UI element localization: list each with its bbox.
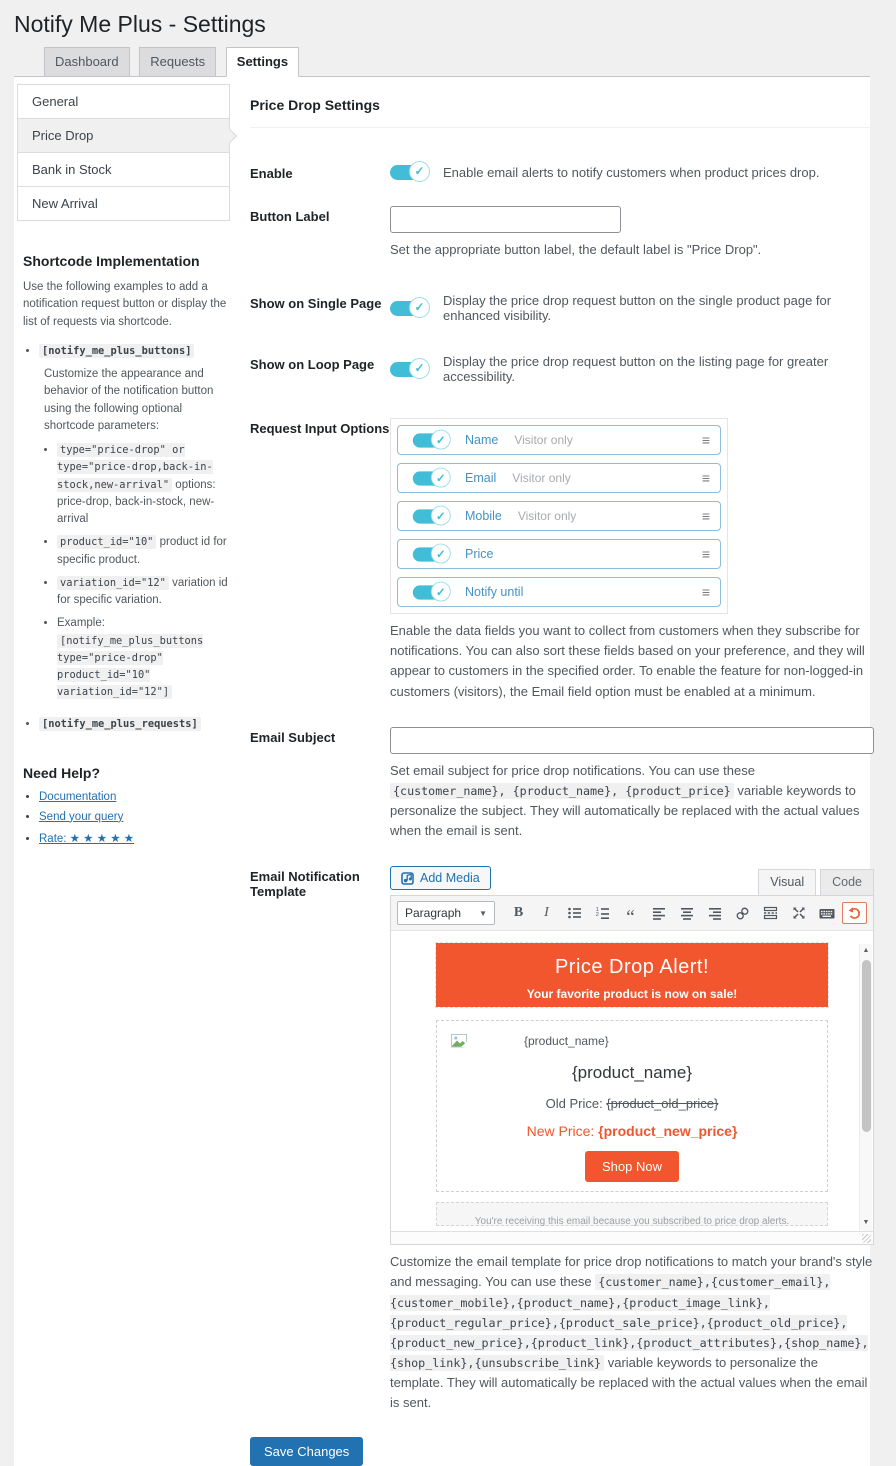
- shortcode-param-product-id: • product_id="10" product id for specific product.: [57, 534, 233, 569]
- shortcode-heading: Shortcode Implementation: [23, 253, 200, 269]
- check-icon: ✓: [409, 161, 430, 182]
- field-description: Display the price drop request button on the listing page for greater accessibility.: [443, 354, 829, 385]
- main-content: [250, 77, 884, 1466]
- email-product-image-alt: {product_name}: [524, 1034, 609, 1049]
- sortable-field-label: Name: [465, 433, 499, 448]
- drag-handle-icon[interactable]: ≡: [701, 432, 710, 449]
- email-old-price: Old Price: {product_old_price}: [545, 1096, 719, 1112]
- single-page-row: [250, 293, 874, 323]
- add-media-button[interactable]: [390, 866, 491, 890]
- align-left-icon[interactable]: [646, 902, 671, 924]
- sortable-field-note: Visitor only: [514, 433, 573, 448]
- email-template-preview: [436, 943, 828, 1226]
- editor-canvas[interactable]: [391, 943, 873, 1231]
- shortcode-intro: Use the following examples to add a notification request button or display the list of requests via shortcode.: [23, 281, 227, 328]
- svg-text:1: 1: [595, 907, 599, 914]
- fullscreen-icon[interactable]: [786, 902, 811, 924]
- check-icon: ✓: [431, 543, 451, 563]
- field-description: Set the appropriate button label, the default label is "Price Drop".: [390, 242, 762, 257]
- shortcode-buttons-code: [notify_me_plus_buttons]: [39, 344, 194, 358]
- editor-toolbar: [391, 896, 873, 931]
- field-label: Button Label: [250, 209, 330, 224]
- field-label: Show on Loop Page: [250, 357, 375, 373]
- tab-bar: [14, 47, 870, 77]
- sortable-field-note: Visitor only: [512, 471, 571, 486]
- svg-text:2: 2: [595, 912, 599, 919]
- align-center-icon[interactable]: [674, 902, 699, 924]
- undo-icon[interactable]: [842, 902, 867, 924]
- tab-visual[interactable]: Visual: [758, 869, 816, 895]
- sortable-field-label: Mobile: [465, 509, 502, 524]
- single-page-toggle[interactable]: [390, 300, 425, 316]
- link-send-query[interactable]: Send your query: [39, 810, 124, 823]
- sidebar-item-bank-in-stock[interactable]: [18, 153, 229, 187]
- broken-image-icon: [451, 1034, 468, 1048]
- chevron-down-icon: ▼: [479, 908, 487, 918]
- numbered-list-icon[interactable]: [590, 902, 615, 924]
- button-label-input[interactable]: [390, 206, 621, 233]
- check-icon: ✓: [409, 358, 430, 379]
- shortcode-buttons-desc: Customize the appearance and behavior of the notification button using the following optional shortcode parameters:: [44, 368, 214, 432]
- check-icon: ✓: [409, 297, 430, 318]
- media-icon: [401, 872, 415, 885]
- sortable-field-label: Notify until: [465, 585, 524, 600]
- email-banner-title: Price Drop Alert!: [554, 956, 710, 979]
- link-documentation[interactable]: Documentation: [39, 790, 117, 803]
- sidebar-item-price-drop[interactable]: [18, 119, 229, 153]
- settings-section-nav: [17, 84, 230, 221]
- sidebar-item-label: New Arrival: [32, 196, 98, 211]
- shortcode-param-example: • Example: [notify_me_plus_buttons type="price-drop" product_id="10" variation_id="12"]: [57, 615, 233, 701]
- email-body: [436, 1020, 828, 1192]
- field-label: Email Subject: [250, 729, 336, 745]
- field-description: Enable the data fields you want to collect from customers when they subscribe for notifications. You can also sort these fields based on your preference, and they will appear to customers in the specified order. To enable the feature for non-logged-in customers (visitors), the Email field option must be enabled at a minimum.: [390, 623, 865, 699]
- help-links: [23, 791, 233, 845]
- field-label: Enable: [250, 166, 293, 181]
- shortcode-requests-code: [notify_me_plus_requests]: [39, 717, 201, 731]
- editor-statusbar: [391, 1231, 873, 1244]
- scrollbar-thumb[interactable]: [862, 960, 871, 1132]
- field-description: Display the price drop request button on the single product page for enhanced visibility.: [443, 293, 832, 324]
- section-heading: Price Drop Settings: [250, 97, 380, 113]
- resize-grip[interactable]: [862, 1234, 871, 1243]
- email-subject-row: [250, 727, 874, 842]
- sortable-field-label: Email: [465, 471, 497, 486]
- heading-divider: [250, 127, 874, 128]
- shortcode-params-list: [44, 442, 233, 702]
- paragraph-select[interactable]: [397, 901, 495, 925]
- scroll-up-icon[interactable]: ▲: [862, 947, 870, 955]
- check-icon: ✓: [431, 581, 451, 601]
- field-label: Email Notification Template: [250, 869, 360, 900]
- sidebar: [14, 77, 250, 1466]
- sidebar-item-general[interactable]: [18, 85, 229, 119]
- loop-page-toggle[interactable]: [390, 361, 425, 377]
- email-subject-input[interactable]: [390, 727, 874, 754]
- check-icon: ✓: [431, 467, 451, 487]
- field-description: Enable email alerts to notify customers when product prices drop.: [443, 164, 820, 180]
- sortable-field-note: Visitor only: [517, 509, 577, 524]
- field-description: Set email subject for price drop notifications. You can use these {customer_name}, {product_name}, {product_price} variable keywords to personalize the subject. They will automatically be replaced with the actual values when the email is sent.: [390, 762, 860, 839]
- drag-handle-icon[interactable]: ≡: [701, 470, 710, 487]
- email-template-row: [250, 866, 874, 1413]
- align-right-icon[interactable]: [702, 902, 727, 924]
- bulleted-list-icon[interactable]: [562, 902, 587, 924]
- email-new-price: New Price: {product_new_price}: [526, 1123, 738, 1140]
- blockquote-icon[interactable]: “: [626, 906, 635, 928]
- scroll-down-icon[interactable]: ▼: [862, 1219, 870, 1227]
- tab-requests[interactable]: Requests: [139, 47, 216, 77]
- email-banner-subtitle: Your favorite product is now on sale!: [526, 987, 738, 1002]
- editor-mode-tabs: [754, 869, 874, 895]
- sortable-field-price[interactable]: [397, 539, 721, 569]
- link-rate[interactable]: Rate: ★ ★ ★ ★ ★: [39, 832, 135, 845]
- sidebar-item-label: Price Drop: [32, 128, 94, 143]
- field-description: Customize the email template for price drop notifications to match your brand's style and messaging. You can use these {customer_name},{customer_email},{customer_mobile},{product_name},{product_image_link},{product_regular_price},{product_sale_price},{product_old_price},{product_new_price},{product_link},{product_attributes},{shop_name},{shop_link},{unsubscribe_link} variable keywords to personalize the template. They will automatically be replaced with the actual values when the email is sent.: [390, 1254, 873, 1411]
- field-notify-until-toggle[interactable]: [413, 584, 446, 599]
- enable-toggle[interactable]: [390, 164, 425, 180]
- loop-page-row: [250, 354, 874, 384]
- drag-handle-icon[interactable]: ≡: [701, 508, 710, 525]
- shortcode-param-type: • type="price-drop" or type="price-drop,back-in-stock,new-arrival" options: price-drop, back-in-stock, new-arrival: [57, 442, 233, 528]
- drag-handle-icon[interactable]: ≡: [701, 546, 710, 563]
- email-banner: [436, 943, 828, 1007]
- need-help-heading: Need Help?: [23, 764, 101, 781]
- page-title: Notify Me Plus - Settings: [14, 11, 266, 37]
- shortcode-list: [23, 343, 233, 733]
- check-icon: ✓: [431, 429, 451, 449]
- sortable-field-email[interactable]: [397, 463, 721, 493]
- field-price-toggle[interactable]: [413, 546, 446, 561]
- email-footer: You're receiving this email because you subscribed to price drop alerts.: [436, 1202, 828, 1226]
- sidebar-item-label: General: [32, 94, 79, 109]
- field-name-toggle[interactable]: [413, 432, 446, 447]
- sortable-field-mobile[interactable]: [397, 501, 721, 531]
- list-item: [39, 811, 233, 823]
- check-icon: ✓: [431, 505, 451, 525]
- save-changes-button[interactable]: Save Changes: [250, 1437, 363, 1466]
- sortable-field-label: Price: [465, 547, 494, 562]
- editor-scrollbar[interactable]: [859, 944, 872, 1231]
- enable-row: [250, 163, 874, 181]
- read-more-icon[interactable]: [758, 902, 783, 924]
- shortcode-item-buttons: [39, 343, 233, 702]
- shop-now-button: Shop Now: [585, 1151, 679, 1182]
- list-item: [39, 791, 233, 803]
- sortable-field-name[interactable]: [397, 425, 721, 455]
- drag-handle-icon[interactable]: ≡: [701, 584, 710, 601]
- field-mobile-toggle[interactable]: [413, 508, 446, 523]
- shortcode-param-variation-id: • variation_id="12" variation id for specific variation.: [57, 575, 233, 610]
- paragraph-select-value: Paragraph: [405, 906, 462, 921]
- field-label: Request Input Options: [250, 421, 390, 437]
- italic-icon[interactable]: I: [544, 905, 549, 921]
- field-email-toggle[interactable]: [413, 470, 446, 485]
- sortable-fields-container: [390, 418, 728, 614]
- email-product-name: {product_name}: [571, 1063, 693, 1083]
- settings-panel: [14, 77, 873, 1466]
- tab-dashboard[interactable]: Dashboard: [44, 47, 130, 77]
- sidebar-info: [17, 253, 233, 845]
- sidebar-item-label: Bank in Stock: [32, 162, 112, 177]
- bold-icon[interactable]: B: [513, 905, 524, 921]
- button-label-row: [250, 206, 874, 260]
- tab-code[interactable]: Code: [820, 869, 874, 895]
- sidebar-item-new-arrival[interactable]: [18, 187, 229, 220]
- add-media-label: Add Media: [420, 871, 480, 886]
- sortable-field-notify-until[interactable]: [397, 577, 721, 607]
- request-input-row: [250, 418, 874, 702]
- shortcode-item-requests: [39, 716, 233, 733]
- keyboard-icon[interactable]: [814, 902, 839, 924]
- link-icon[interactable]: [730, 902, 755, 924]
- wysiwyg-editor: [390, 895, 874, 1245]
- field-label: Show on Single Page: [250, 296, 382, 312]
- tab-settings[interactable]: Settings: [226, 47, 299, 77]
- list-item: [39, 831, 233, 845]
